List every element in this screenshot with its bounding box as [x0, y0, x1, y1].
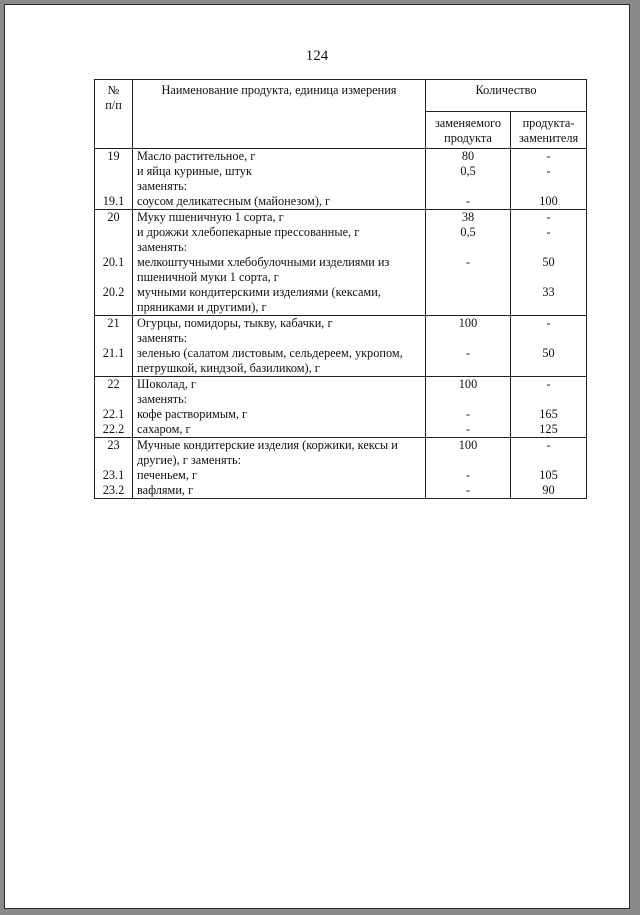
table-row — [95, 149, 587, 165]
replaced-qty-cell — [426, 285, 511, 300]
replaced-qty-cell: 0,5 — [426, 225, 511, 240]
substitute-qty-cell: 105 — [511, 468, 587, 483]
substitute-qty-cell: - — [511, 149, 587, 165]
header-num-line2: п/п — [105, 98, 122, 112]
product-name-cell: мелкоштучными хлебобулочными изделиями из — [133, 255, 426, 270]
substitute-qty-cell: 165 — [511, 407, 587, 422]
product-name-cell: мучными кондитерскими изделиями (кексами, — [133, 285, 426, 300]
table-row — [95, 361, 587, 377]
row-number-cell: 20.1 — [95, 255, 133, 270]
replaced-qty-cell: - — [426, 255, 511, 270]
header-replaced-line1: заменяемого — [434, 116, 502, 130]
product-name-cell: пшеничной муки 1 сорта, г — [133, 270, 426, 285]
table-row — [95, 331, 587, 346]
table-row — [95, 422, 587, 438]
substitution-table — [94, 79, 587, 499]
product-name-cell: другие), г заменять: — [133, 453, 426, 468]
product-name-cell: зеленью (салатом листовым, сельдереем, укропом, — [133, 346, 426, 361]
table-row — [95, 240, 587, 255]
replaced-qty-cell — [426, 453, 511, 468]
table-row — [95, 483, 587, 499]
table-row — [95, 468, 587, 483]
substitute-qty-cell — [511, 453, 587, 468]
replaced-qty-cell — [426, 392, 511, 407]
row-number-cell — [95, 331, 133, 346]
header-replaced-line2: продукта — [444, 131, 492, 145]
product-name-cell: Огурцы, помидоры, тыкву, кабачки, г — [133, 316, 426, 332]
page-number: 124 — [305, 48, 329, 64]
substitute-qty-cell — [511, 300, 587, 316]
product-name-cell: заменять: — [133, 179, 426, 194]
product-name-cell: кофе растворимым, г — [133, 407, 426, 422]
row-number-cell: 22.2 — [95, 422, 133, 438]
table-row — [95, 392, 587, 407]
replaced-qty-cell: - — [426, 407, 511, 422]
header-name: Наименование продукта, единица измерения — [133, 80, 426, 149]
table-row — [95, 164, 587, 179]
table-row — [95, 210, 587, 226]
row-number-cell: 21.1 — [95, 346, 133, 361]
substitute-qty-cell: 50 — [511, 255, 587, 270]
row-number-cell: 19.1 — [95, 194, 133, 210]
header-num-line1: № — [107, 83, 120, 97]
product-name-cell: и дрожжи хлебопекарные прессованные, г — [133, 225, 426, 240]
header-substitute-line1: продукта- — [522, 116, 575, 130]
replaced-qty-cell: - — [426, 422, 511, 438]
replaced-qty-cell — [426, 300, 511, 316]
product-name-cell: Масло растительное, г — [133, 149, 426, 165]
header-replaced — [426, 112, 511, 149]
substitute-qty-cell: - — [511, 316, 587, 332]
product-name-cell: заменять: — [133, 392, 426, 407]
product-name-cell: Муку пшеничную 1 сорта, г — [133, 210, 426, 226]
product-name-cell: заменять: — [133, 240, 426, 255]
replaced-qty-cell: 80 — [426, 149, 511, 165]
header-substitute-line2: заменителя — [518, 131, 579, 145]
replaced-qty-cell: 100 — [426, 377, 511, 393]
table-row — [95, 179, 587, 194]
substitute-qty-cell: 100 — [511, 194, 587, 210]
row-number-cell — [95, 240, 133, 255]
row-number-cell — [95, 225, 133, 240]
product-name-cell: вафлями, г — [133, 483, 426, 499]
substitute-qty-cell: - — [511, 438, 587, 454]
table-row — [95, 270, 587, 285]
substitute-qty-cell: 33 — [511, 285, 587, 300]
row-number-cell: 22.1 — [95, 407, 133, 422]
product-name-cell: и яйца куриные, штук — [133, 164, 426, 179]
row-number-cell: 22 — [95, 377, 133, 393]
replaced-qty-cell: - — [426, 194, 511, 210]
product-name-cell: соусом деликатесным (майонезом), г — [133, 194, 426, 210]
replaced-qty-cell — [426, 179, 511, 194]
document-page — [4, 4, 630, 909]
row-number-cell: 23.2 — [95, 483, 133, 499]
product-name-cell: печеньем, г — [133, 468, 426, 483]
table-row — [95, 316, 587, 332]
table-row — [95, 194, 587, 210]
replaced-qty-cell: - — [426, 468, 511, 483]
replaced-qty-cell: 0,5 — [426, 164, 511, 179]
row-number-cell: 21 — [95, 316, 133, 332]
replaced-qty-cell — [426, 270, 511, 285]
header-quantity: Количество — [426, 80, 587, 112]
substitute-qty-cell: - — [511, 164, 587, 179]
table-row — [95, 225, 587, 240]
substitute-qty-cell — [511, 361, 587, 377]
product-name-cell: заменять: — [133, 331, 426, 346]
product-name-cell: сахаром, г — [133, 422, 426, 438]
row-number-cell — [95, 361, 133, 377]
product-name-cell: пряниками и другими), г — [133, 300, 426, 316]
replaced-qty-cell: 38 — [426, 210, 511, 226]
substitute-qty-cell: - — [511, 210, 587, 226]
row-number-cell — [95, 179, 133, 194]
substitute-qty-cell: 90 — [511, 483, 587, 499]
substitute-qty-cell: 50 — [511, 346, 587, 361]
row-number-cell: 19 — [95, 149, 133, 165]
replaced-qty-cell: 100 — [426, 438, 511, 454]
row-number-cell: 23 — [95, 438, 133, 454]
table-row — [95, 407, 587, 422]
replaced-qty-cell: - — [426, 483, 511, 499]
product-name-cell: Шоколад, г — [133, 377, 426, 393]
table-row — [95, 453, 587, 468]
row-number-cell — [95, 392, 133, 407]
substitute-qty-cell — [511, 240, 587, 255]
header-num — [95, 80, 133, 149]
table-row — [95, 285, 587, 300]
substitute-qty-cell: - — [511, 377, 587, 393]
table-row — [95, 438, 587, 454]
row-number-cell: 23.1 — [95, 468, 133, 483]
table-row — [95, 377, 587, 393]
row-number-cell: 20 — [95, 210, 133, 226]
product-name-cell: Мучные кондитерские изделия (коржики, кексы и — [133, 438, 426, 454]
replaced-qty-cell: 100 — [426, 316, 511, 332]
substitute-qty-cell: 125 — [511, 422, 587, 438]
row-number-cell: 20.2 — [95, 285, 133, 300]
replaced-qty-cell — [426, 361, 511, 377]
substitute-qty-cell: - — [511, 225, 587, 240]
row-number-cell — [95, 164, 133, 179]
product-name-cell: петрушкой, киндзой, базиликом), г — [133, 361, 426, 377]
row-number-cell — [95, 453, 133, 468]
substitute-qty-cell — [511, 179, 587, 194]
replaced-qty-cell: - — [426, 346, 511, 361]
table-row — [95, 255, 587, 270]
replaced-qty-cell — [426, 240, 511, 255]
header-substitute — [511, 112, 587, 149]
row-number-cell — [95, 300, 133, 316]
substitute-qty-cell — [511, 270, 587, 285]
table-header-row — [95, 80, 587, 112]
table-row — [95, 346, 587, 361]
row-number-cell — [95, 270, 133, 285]
substitute-qty-cell — [511, 392, 587, 407]
table-row — [95, 300, 587, 316]
substitute-qty-cell — [511, 331, 587, 346]
replaced-qty-cell — [426, 331, 511, 346]
